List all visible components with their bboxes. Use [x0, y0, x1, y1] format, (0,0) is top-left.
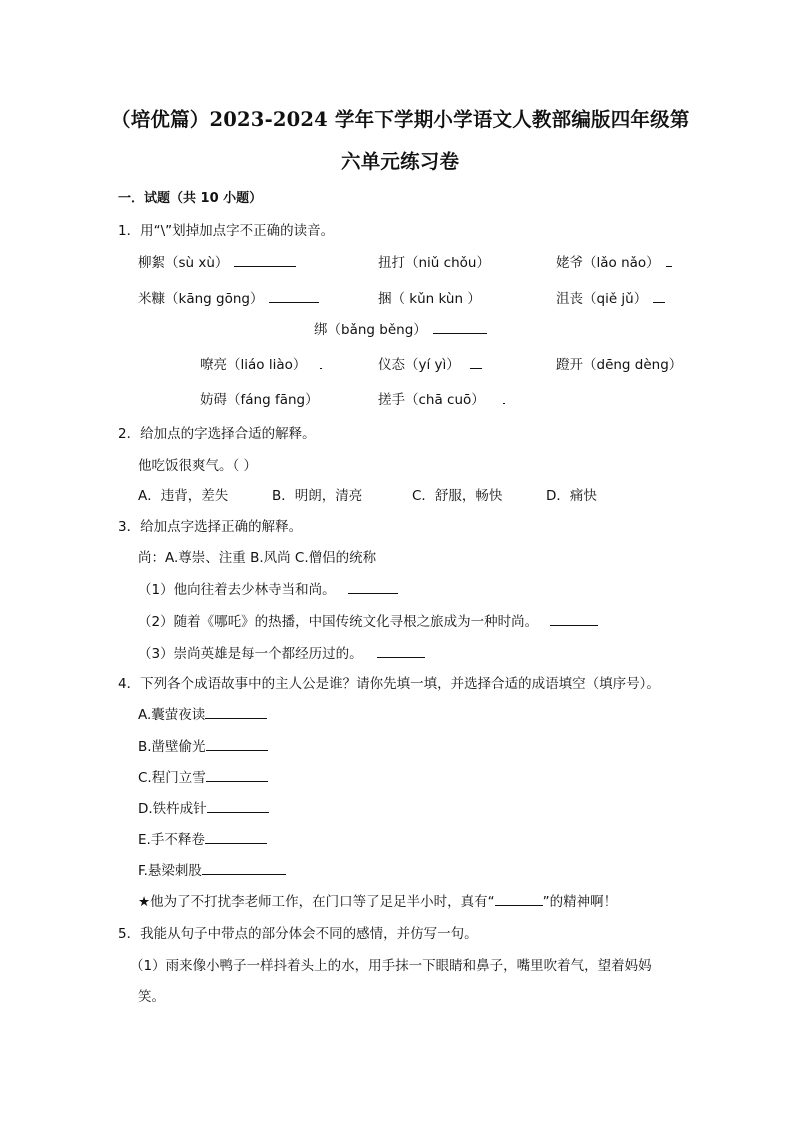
question-4-stem: 4．下列各个成语故事中的主人公是谁？请你先填一填，并选择合适的成语填空（填序号）。	[118, 676, 660, 692]
q1-item: 仪态（yí yì）	[378, 353, 482, 373]
question-5-stem: 5．我能从句子中带点的部分体会不同的感情，并仿写一句。	[118, 926, 478, 942]
answer-blank[interactable]	[206, 738, 268, 751]
answer-blank[interactable]	[348, 581, 398, 594]
q1-item: 搓手（chā cuō）	[378, 388, 505, 408]
answer-blank[interactable]	[495, 893, 543, 906]
document-title-line1: （培优篇）2023-2024 学年下学期小学语文人教部编版四年级第	[111, 108, 690, 131]
answer-blank[interactable]	[653, 290, 665, 303]
answer-blank[interactable]	[377, 645, 425, 658]
q4-item: D.铁杵成针	[138, 797, 269, 817]
q3-item: （3）崇尚英雄是每一个都经历过的。	[138, 642, 425, 662]
q1-item: 米糠（kāng gōng）	[138, 287, 319, 307]
answer-blank[interactable]	[207, 800, 269, 813]
answer-blank[interactable]	[205, 831, 267, 844]
q4-item: C.程门立雪	[138, 766, 268, 786]
q2-option-a[interactable]: A．违背，差失	[138, 488, 229, 504]
q1-item: 柳絮（sù xù）	[138, 251, 296, 271]
answer-blank[interactable]	[206, 769, 268, 782]
answer-blank[interactable]	[503, 391, 505, 404]
q1-item: 沮丧（qiě jǔ）	[556, 287, 665, 307]
q2-option-c[interactable]: C．舒服，畅快	[412, 488, 503, 504]
question-3-stem: 3．给加点字选择正确的解释。	[118, 519, 303, 535]
q2-option-b[interactable]: B．明朗，清亮	[272, 488, 363, 504]
q4-item: B.凿壁偷光	[138, 735, 268, 755]
document-title-line2: 六单元练习卷	[341, 150, 460, 173]
answer-blank[interactable]	[320, 356, 322, 369]
q1-item: 扭打（niǔ chǒu）	[378, 255, 490, 271]
q2-option-d[interactable]: D．痛快	[546, 488, 597, 504]
question-1-stem: 1．用“\”划掉加点字不正确的读音。	[118, 223, 335, 239]
section-heading: 一．试题（共 10 小题）	[118, 191, 263, 206]
answer-blank[interactable]	[470, 356, 482, 369]
answer-blank[interactable]	[205, 706, 267, 719]
q3-item: （2）随着《哪吒》的热播，中国传统文化寻根之旅成为一种时尚。	[138, 610, 598, 630]
answer-blank[interactable]	[433, 321, 487, 334]
question-5-sentence: （1）雨来像小鸭子一样抖着头上的水，用手抹一下眼睛和鼻子，嘴里吹着气，望着妈妈	[130, 958, 652, 974]
question-2-stem: 2．给加点的字选择合适的解释。	[118, 426, 316, 442]
q1-item: 蹬开（dēng dèng）	[556, 357, 683, 373]
q4-item: E.手不释卷	[138, 828, 267, 848]
question-3-definition: 尚：A.尊崇、注重 B.风尚 C.僧侣的统称	[138, 550, 377, 566]
answer-blank[interactable]	[202, 862, 286, 875]
question-2-sentence: 他吃饭很爽气。（ ）	[138, 458, 258, 474]
question-5-sentence-end: 笑。	[138, 989, 165, 1005]
q1-item: 嘹亮（liáo liào）	[200, 353, 322, 373]
answer-blank[interactable]	[269, 290, 319, 303]
q3-item: （1）他向往着去少林寺当和尚。	[138, 578, 398, 598]
answer-blank[interactable]	[666, 254, 672, 267]
q4-item: F.悬梁刺股	[138, 859, 286, 879]
q1-item: 绑（bǎng běng）	[314, 318, 487, 338]
answer-blank[interactable]	[550, 613, 598, 626]
q4-item: A.囊萤夜读	[138, 703, 267, 723]
q1-item: 姥爷（lǎo nǎo）	[556, 251, 672, 271]
q1-item: 妨碍（fáng fāng）	[200, 392, 319, 408]
q1-item: 捆（ kǔn kùn ）	[378, 291, 481, 307]
q4-star-sentence: ★他为了不打扰李老师工作，在门口等了足足半小时，真有“ ”的精神啊！	[138, 894, 618, 910]
answer-blank[interactable]	[234, 254, 296, 267]
